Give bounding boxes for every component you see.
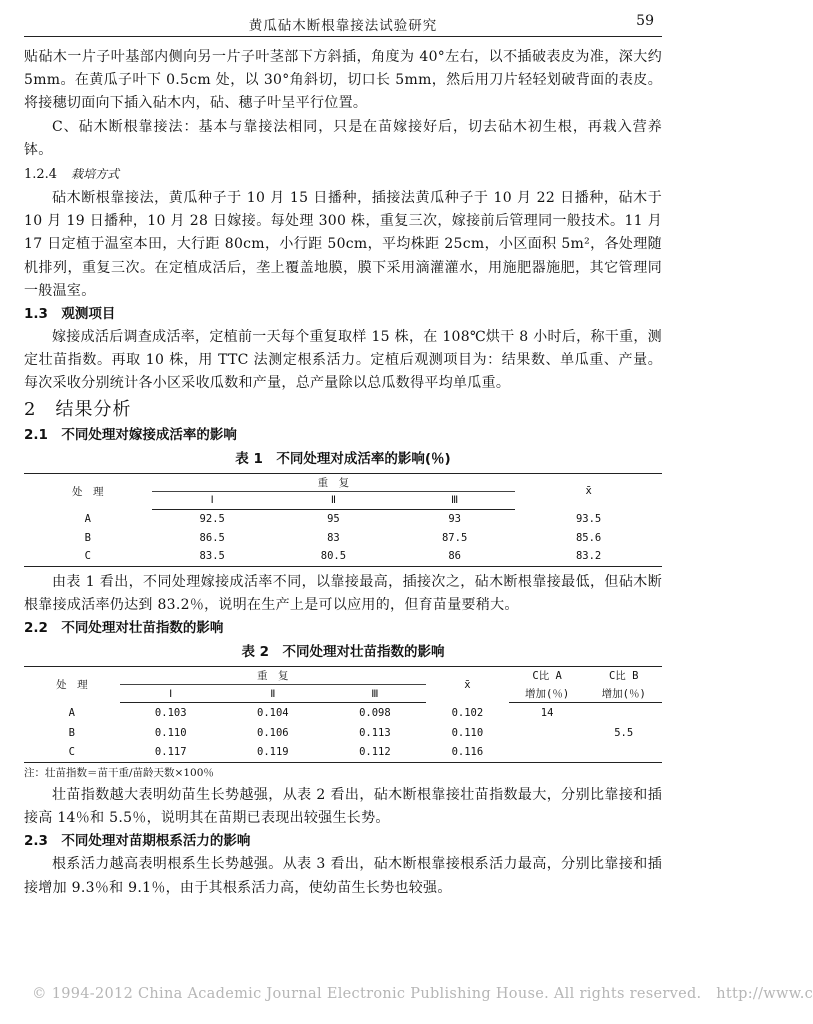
table-cell: 0.103 [154,706,187,719]
running-header [24,10,662,37]
table-cell [509,743,586,763]
table-cell: C [84,550,91,563]
table2-header-rep2: Ⅱ [222,685,324,703]
paragraph: 嫁接成活后调查成活率，定植前一天每个重复取样 15 株，在 108℃烘干 8 小时后，称干重，测定壮苗指数。再取 10 株，用 TTC 法测定根系活力。定植后观测项目为：结果数、单瓜重、产量。每次采收分别统计各小区采收瓜数和产量，总产量除以总瓜数得平均单瓜重。 [24,329,662,392]
section-heading-2-3: 2.3 不同处理对苗期根系活力的影响 [24,833,251,850]
section-heading-1-3: 1.3 观测项目 [24,306,116,323]
table1-header-mean: x̄ [585,485,592,498]
table-cell [585,743,662,763]
table1-header-treatment: 处 理 [72,485,104,498]
paragraph: C、砧木断根靠接法：基本与靠接法相同，只是在苗嫁接好后，切去砧木初生根，再栽入营养钵。 [24,118,662,158]
table-cell: 80.5 [320,550,347,563]
table-cell: 0.104 [257,706,289,719]
table2-header-rep3: Ⅲ [324,685,426,703]
section-heading-2-1: 2.1 不同处理对嫁接成活率的影响 [24,426,237,443]
table-cell: A [84,512,91,525]
table-cell: 86.5 [199,531,225,544]
table-cell [509,723,586,743]
paragraph: 砧木断根靠接法，黄瓜种子于 10 月 15 日播种，插接法黄瓜种子于 10 月 22 日播种，砧木于 10 月 19 日播种，10 月 28 日嫁接。每处理 300 株，重复三次，嫁接前后管理同一般技术。11 月 17 日定植于温室本田，大行距 80cm，小行距 50cm，平均株距 25cm，小区面积 5m²，各处理随机排列，重复三次。在定植成活后，垄上覆盖地膜，膜下采用滴灌灌水，用施肥器施肥，其它管理同一般温室。 [24,190,662,299]
table-row [24,703,662,723]
table1-header-rep1: Ⅰ [152,491,273,509]
table1-header-rep2: Ⅱ [273,491,394,509]
page-number: 59 [636,13,654,29]
table-cell: 95 [327,512,340,525]
table1-header-rep3: Ⅲ [394,491,515,509]
section-heading-1-2-4 [24,163,662,186]
table-cell: 85.6 [575,531,602,544]
table-cell: 0.110 [154,726,187,739]
table-row [24,547,662,566]
table-cell: 0.110 [451,726,484,739]
table-cell: A [68,706,75,719]
table-cell: 83.5 [199,550,225,563]
table-cell [585,703,662,723]
body-text [24,46,662,900]
section-title: 栽培方式 [71,167,120,182]
table-cell: 0.117 [154,746,187,759]
table2-header-c-vs-b: C比 B [608,670,639,683]
table2-header-increase-b: 增加(％) [585,685,662,703]
table1-header-replicate: 重 复 [317,476,350,489]
table-cell: 0.119 [257,746,289,759]
copyright-footer: © 1994-2012 China Academic Journal Electronic Publishing House. All rights reserved. http://www.c [32,986,813,1002]
table-cell: 0.112 [359,746,391,759]
table2-header-increase-a: 增加(％) [509,685,586,703]
paragraph: 壮苗指数越大表明幼苗生长势越强，从表 2 看出，砧木断根靠接壮苗指数最大，分别比靠接和插接高 14％和 5.5％，说明其在苗期已表现出较强生长势。 [24,787,662,827]
table-cell: 0.098 [359,706,391,719]
table-cell: 0.113 [359,726,391,739]
table-cell: 83.2 [575,550,602,563]
table2-header-treatment: 处 理 [56,679,88,692]
table2-header-c-vs-a: C比 A [532,670,562,683]
table2-note: 注：壮苗指数＝苗干重/苗龄天数×100％ [24,767,214,780]
table-row [24,743,662,763]
table1-caption: 表 1 不同处理对成活率的影响(％) [235,450,451,467]
section-heading-2: 2 结果分析 [24,398,132,420]
section-heading-2-2: 2.2 不同处理对壮苗指数的影响 [24,620,224,637]
paragraph: 由表 1 看出，不同处理嫁接成活率不同，以靠接最高，插接次之，砧木断根靠接最低，但砧木断根靠接成活率仍达到 83.2％，说明在生产上是可以应用的，但育苗量要稍大。 [24,573,662,613]
table2 [24,666,662,763]
table2-header-mean: x̄ [464,678,471,691]
table-cell: B [84,531,91,544]
table1 [24,473,662,567]
section-number: 1.2.4 [24,167,58,183]
table-cell: B [68,726,75,739]
table-cell: 83 [327,531,340,544]
table-cell: 86 [448,550,461,563]
table-cell: 87.5 [441,531,468,544]
table-cell: 14 [540,706,554,719]
table-cell: 93 [448,512,461,525]
table-cell: 93.5 [575,512,602,525]
table-row [24,723,662,743]
table-cell: 92.5 [199,512,225,525]
table2-header-replicate: 重 复 [257,670,289,683]
table-cell: 0.116 [451,746,484,759]
table2-header-rep1: Ⅰ [120,685,222,703]
table-row [24,509,662,528]
table-cell: 0.102 [451,706,484,719]
paragraph: 根系活力越高表明根系生长势越强。从表 3 看出，砧木断根靠接根系活力最高，分别比靠接和插接增加 9.3％和 9.1％，由于其根系活力高，使幼苗生长势也较强。 [24,856,662,896]
table2-caption: 表 2 不同处理对壮苗指数的影响 [241,644,445,661]
table-cell: 0.106 [257,726,289,739]
paragraph: 贴砧木一片子叶基部内侧向另一片子叶茎部下方斜插，角度为 40°左右，以不插破表皮为准，深大约 5mm。在黄瓜子叶下 0.5cm 处，以 30°角斜切，切口长 5mm，然后用刀片轻轻划破背面的表皮。将接穗切面向下插入砧木内，砧、穗子叶呈平行位置。 [24,49,662,112]
table-cell: 5.5 [614,726,634,739]
table-cell: C [68,746,75,759]
running-title: 黄瓜砧木断根靠接法试验研究 [248,18,438,34]
table-row [24,528,662,547]
